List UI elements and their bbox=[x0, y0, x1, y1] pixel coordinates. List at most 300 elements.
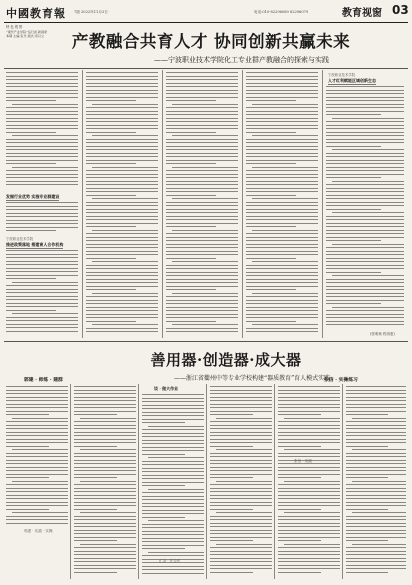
text-line bbox=[278, 547, 340, 548]
text-line bbox=[74, 439, 136, 440]
text-line bbox=[12, 512, 68, 513]
text-line bbox=[326, 300, 404, 301]
text-line bbox=[166, 90, 238, 91]
text-line bbox=[142, 471, 204, 472]
text-line bbox=[142, 534, 204, 535]
text-line bbox=[346, 565, 406, 566]
text-line bbox=[74, 523, 136, 524]
text-line bbox=[6, 390, 68, 391]
text-line bbox=[216, 449, 272, 450]
divider bbox=[274, 384, 275, 579]
text-line bbox=[210, 509, 253, 510]
text-line bbox=[6, 264, 78, 265]
text-line bbox=[326, 107, 404, 108]
text-line bbox=[326, 310, 404, 311]
text-line bbox=[346, 558, 406, 559]
text-line bbox=[246, 132, 296, 133]
text-line bbox=[166, 279, 238, 280]
text-line bbox=[278, 425, 340, 426]
text-line bbox=[142, 538, 204, 539]
text-line bbox=[142, 405, 204, 406]
text-line bbox=[246, 128, 318, 129]
text-line bbox=[210, 551, 272, 552]
text-line bbox=[246, 300, 318, 301]
text-line bbox=[92, 198, 158, 199]
text-line bbox=[86, 121, 158, 122]
text-line bbox=[142, 485, 185, 486]
text-line bbox=[278, 498, 340, 499]
text-line bbox=[210, 502, 272, 503]
text-line bbox=[86, 317, 158, 318]
text-line bbox=[246, 244, 318, 245]
text-line bbox=[6, 170, 78, 171]
text-line bbox=[86, 156, 158, 157]
text-line bbox=[210, 558, 272, 559]
text-line bbox=[86, 128, 158, 129]
text-line bbox=[326, 223, 404, 224]
text-line bbox=[278, 561, 340, 562]
text-line bbox=[346, 526, 406, 527]
text-line bbox=[166, 195, 216, 196]
text-line bbox=[74, 540, 117, 541]
text-line bbox=[246, 139, 318, 140]
masthead bbox=[4, 4, 408, 23]
text-line bbox=[210, 390, 272, 391]
text-line bbox=[86, 83, 158, 84]
text-line bbox=[332, 181, 404, 182]
text-line bbox=[86, 118, 158, 119]
text-line bbox=[6, 181, 78, 182]
text-line bbox=[332, 307, 404, 308]
article1-right-subhead: 人才红利赋能区域创新生态 bbox=[328, 78, 376, 83]
text-line bbox=[92, 135, 158, 136]
text-line bbox=[326, 272, 381, 273]
text-line bbox=[346, 397, 406, 398]
text-line bbox=[6, 114, 78, 115]
text-line bbox=[210, 428, 272, 429]
text-line bbox=[246, 188, 318, 189]
text-line bbox=[142, 499, 204, 500]
divider bbox=[70, 384, 71, 579]
text-line bbox=[326, 153, 404, 154]
text-line bbox=[142, 573, 204, 574]
text-line bbox=[210, 526, 272, 527]
text-line bbox=[6, 414, 49, 415]
text-line bbox=[86, 251, 158, 252]
text-line bbox=[74, 502, 136, 503]
text-line bbox=[326, 104, 404, 105]
text-line bbox=[6, 156, 78, 157]
article1-column-3 bbox=[166, 72, 238, 335]
text-line bbox=[346, 414, 388, 415]
text-line bbox=[6, 477, 49, 478]
text-line bbox=[252, 293, 318, 294]
text-line bbox=[284, 544, 340, 545]
text-line bbox=[166, 286, 238, 287]
text-line bbox=[166, 289, 216, 290]
text-line bbox=[346, 537, 406, 538]
text-line bbox=[6, 268, 78, 269]
text-line bbox=[86, 279, 158, 280]
text-line bbox=[346, 432, 406, 433]
text-line bbox=[6, 261, 78, 262]
paper-name: 中國教育報 bbox=[6, 7, 66, 20]
text-line bbox=[246, 163, 296, 164]
text-line bbox=[278, 558, 340, 559]
text-line bbox=[86, 282, 158, 283]
text-line bbox=[172, 293, 238, 294]
text-line bbox=[166, 107, 238, 108]
text-line bbox=[326, 233, 404, 234]
text-line bbox=[86, 107, 158, 108]
text-line bbox=[326, 188, 404, 189]
text-line bbox=[166, 226, 216, 227]
text-line bbox=[166, 139, 238, 140]
text-line bbox=[74, 411, 136, 412]
divider bbox=[138, 384, 139, 579]
text-line bbox=[86, 209, 158, 210]
text-line bbox=[278, 411, 340, 412]
text-line bbox=[326, 261, 404, 262]
text-line bbox=[246, 86, 318, 87]
text-line bbox=[278, 393, 340, 394]
text-line bbox=[278, 386, 340, 387]
text-line bbox=[216, 418, 272, 419]
text-line bbox=[6, 86, 78, 87]
text-line bbox=[6, 125, 78, 126]
text-line bbox=[332, 244, 404, 245]
text-line bbox=[142, 412, 204, 413]
text-line bbox=[86, 268, 158, 269]
text-line bbox=[246, 100, 296, 101]
text-line bbox=[332, 118, 404, 119]
text-line bbox=[210, 488, 272, 489]
text-line bbox=[166, 219, 238, 220]
text-line bbox=[6, 509, 49, 510]
text-line bbox=[210, 491, 272, 492]
text-line bbox=[278, 474, 340, 475]
text-line bbox=[166, 86, 238, 87]
text-line bbox=[142, 506, 204, 507]
text-line bbox=[246, 328, 318, 329]
text-line bbox=[142, 408, 204, 409]
text-line bbox=[284, 449, 340, 450]
text-line bbox=[326, 198, 404, 199]
text-line bbox=[210, 572, 253, 573]
text-line bbox=[6, 139, 78, 140]
text-line bbox=[6, 484, 68, 485]
text-line bbox=[6, 160, 78, 161]
text-line bbox=[6, 278, 56, 279]
text-line bbox=[6, 257, 78, 258]
text-line bbox=[166, 331, 238, 332]
text-line bbox=[86, 254, 158, 255]
text-line bbox=[74, 477, 117, 478]
text-line bbox=[210, 421, 272, 422]
article1-right-tag: 宁波职业技术学院 bbox=[328, 73, 356, 77]
text-line bbox=[278, 404, 340, 405]
article2-byline-mid: 谈 · 做大作业 bbox=[154, 386, 179, 391]
text-line bbox=[142, 464, 204, 465]
article1-headline: 产教融合共育人才 协同创新共赢未来 bbox=[71, 32, 351, 51]
text-line bbox=[278, 407, 340, 408]
text-line bbox=[252, 167, 318, 168]
text-line bbox=[86, 191, 158, 192]
text-line bbox=[6, 428, 68, 429]
text-line bbox=[326, 156, 404, 157]
divider bbox=[4, 341, 408, 342]
text-line bbox=[278, 565, 340, 566]
text-line bbox=[6, 495, 68, 496]
text-line bbox=[332, 149, 404, 150]
text-line bbox=[326, 90, 404, 91]
article2-column-2 bbox=[74, 386, 136, 575]
text-line bbox=[352, 481, 406, 482]
text-line bbox=[166, 149, 238, 150]
text-line bbox=[246, 107, 318, 108]
text-line bbox=[166, 83, 238, 84]
text-line bbox=[326, 286, 404, 287]
text-line bbox=[74, 558, 136, 559]
text-line bbox=[142, 531, 204, 532]
text-line bbox=[278, 502, 340, 503]
text-line bbox=[74, 533, 136, 534]
divider bbox=[342, 384, 343, 579]
text-line bbox=[326, 202, 404, 203]
text-line bbox=[6, 121, 78, 122]
text-line bbox=[86, 265, 158, 266]
text-line bbox=[142, 545, 204, 546]
text-line bbox=[86, 289, 136, 290]
text-line bbox=[6, 220, 78, 221]
editor-box bbox=[6, 25, 74, 41]
text-line bbox=[86, 272, 158, 273]
text-line bbox=[172, 324, 238, 325]
text-line bbox=[346, 421, 406, 422]
text-line bbox=[216, 544, 272, 545]
text-line bbox=[246, 93, 318, 94]
text-line bbox=[346, 505, 406, 506]
text-line bbox=[278, 442, 340, 443]
text-line bbox=[86, 188, 158, 189]
text-line bbox=[210, 432, 272, 433]
text-line bbox=[246, 216, 318, 217]
text-line bbox=[166, 233, 238, 234]
text-line bbox=[74, 393, 136, 394]
text-line bbox=[12, 313, 78, 314]
text-line bbox=[86, 286, 158, 287]
text-line bbox=[326, 86, 404, 87]
text-line bbox=[246, 191, 318, 192]
text-line bbox=[210, 547, 272, 548]
text-line bbox=[172, 198, 238, 199]
text-line bbox=[326, 317, 404, 318]
text-line bbox=[216, 512, 272, 513]
text-line bbox=[80, 544, 136, 545]
text-line bbox=[74, 488, 136, 489]
text-line bbox=[6, 76, 78, 77]
text-line bbox=[326, 93, 404, 94]
text-line bbox=[326, 321, 404, 322]
text-line bbox=[210, 484, 272, 485]
text-line bbox=[326, 247, 404, 248]
text-line bbox=[346, 523, 406, 524]
text-line bbox=[74, 565, 136, 566]
text-line bbox=[6, 432, 68, 433]
text-line bbox=[74, 435, 136, 436]
text-line bbox=[74, 568, 136, 569]
text-line bbox=[6, 502, 68, 503]
text-line bbox=[246, 111, 318, 112]
text-line bbox=[6, 149, 78, 150]
text-line bbox=[278, 467, 340, 468]
text-line bbox=[166, 212, 238, 213]
text-line bbox=[166, 328, 238, 329]
text-line bbox=[74, 467, 136, 468]
text-line bbox=[246, 240, 318, 241]
text-line bbox=[326, 205, 404, 206]
text-line bbox=[6, 488, 68, 489]
text-line bbox=[326, 177, 381, 178]
text-line bbox=[278, 428, 340, 429]
text-line bbox=[166, 146, 238, 147]
text-line bbox=[6, 327, 78, 328]
text-line bbox=[326, 279, 404, 280]
text-line bbox=[252, 104, 318, 105]
text-line bbox=[166, 282, 238, 283]
text-line bbox=[6, 184, 78, 185]
text-line bbox=[246, 209, 318, 210]
text-line bbox=[148, 426, 204, 427]
text-line bbox=[284, 512, 340, 513]
text-line bbox=[278, 491, 340, 492]
text-line bbox=[326, 142, 404, 143]
text-line bbox=[346, 572, 388, 573]
text-line bbox=[166, 100, 216, 101]
text-line bbox=[172, 167, 238, 168]
text-line bbox=[142, 566, 204, 567]
text-line bbox=[142, 475, 204, 476]
text-line bbox=[6, 153, 78, 154]
text-line bbox=[142, 510, 204, 511]
newspaper-page bbox=[4, 4, 408, 581]
text-line bbox=[278, 456, 340, 457]
text-line bbox=[352, 418, 406, 419]
text-line bbox=[246, 310, 318, 311]
text-line bbox=[326, 132, 404, 133]
text-line bbox=[6, 393, 68, 394]
text-line bbox=[6, 411, 68, 412]
text-line bbox=[346, 561, 406, 562]
text-line bbox=[6, 505, 68, 506]
text-line bbox=[166, 132, 216, 133]
article1-subhead-b-tag: 宁波职业技术学院 bbox=[6, 237, 34, 241]
text-line bbox=[278, 484, 340, 485]
article1-signature: (张明杨 程再惠) bbox=[370, 332, 395, 336]
text-line bbox=[74, 432, 136, 433]
text-line bbox=[74, 547, 136, 548]
text-line bbox=[12, 135, 78, 136]
text-line bbox=[142, 419, 204, 420]
text-line bbox=[6, 407, 68, 408]
text-line bbox=[86, 184, 158, 185]
text-line bbox=[142, 440, 204, 441]
text-line bbox=[246, 174, 318, 175]
text-line bbox=[346, 491, 406, 492]
text-line bbox=[346, 439, 406, 440]
text-line bbox=[148, 489, 204, 490]
text-line bbox=[246, 142, 318, 143]
text-line bbox=[210, 407, 272, 408]
text-line bbox=[166, 205, 238, 206]
text-line bbox=[92, 230, 158, 231]
text-line bbox=[172, 135, 238, 136]
text-line bbox=[86, 275, 158, 276]
text-line bbox=[246, 195, 296, 196]
text-line bbox=[86, 160, 158, 161]
text-line bbox=[6, 519, 68, 520]
text-line bbox=[86, 303, 158, 304]
text-line bbox=[246, 153, 318, 154]
text-line bbox=[6, 271, 78, 272]
text-line bbox=[86, 310, 158, 311]
text-line bbox=[278, 414, 321, 415]
article1-subhead-b: 推进政策落地 搭建育人合作机构 bbox=[6, 242, 64, 247]
divider bbox=[242, 70, 243, 338]
text-line bbox=[352, 512, 406, 513]
text-line bbox=[6, 97, 78, 98]
text-line bbox=[278, 526, 340, 527]
text-line bbox=[6, 435, 68, 436]
text-line bbox=[346, 470, 406, 471]
text-line bbox=[210, 519, 272, 520]
text-line bbox=[346, 540, 388, 541]
text-line bbox=[326, 240, 381, 241]
text-line bbox=[166, 216, 238, 217]
text-line bbox=[346, 411, 406, 412]
text-line bbox=[326, 226, 404, 227]
text-line bbox=[142, 398, 204, 399]
text-line bbox=[74, 491, 136, 492]
text-line bbox=[166, 125, 238, 126]
text-line bbox=[6, 163, 56, 164]
article2-column-6 bbox=[346, 386, 406, 575]
text-line bbox=[346, 484, 406, 485]
text-line bbox=[6, 320, 78, 321]
text-line bbox=[352, 449, 406, 450]
text-line bbox=[326, 184, 404, 185]
text-line bbox=[246, 275, 318, 276]
text-line bbox=[210, 414, 253, 415]
article2-column-4 bbox=[210, 386, 272, 575]
text-line bbox=[166, 202, 238, 203]
text-line bbox=[74, 474, 136, 475]
text-line bbox=[74, 414, 117, 415]
text-line bbox=[6, 397, 68, 398]
text-line bbox=[6, 93, 78, 94]
text-line bbox=[166, 79, 238, 80]
text-line bbox=[166, 121, 238, 122]
text-line bbox=[166, 254, 238, 255]
text-line bbox=[80, 449, 136, 450]
text-line bbox=[6, 491, 68, 492]
text-line bbox=[346, 477, 388, 478]
text-line bbox=[278, 554, 340, 555]
article2-subtitle: ——浙江省衢州中等专业学校构建“器质教育”育人模式实践 bbox=[174, 375, 331, 382]
text-line bbox=[326, 237, 404, 238]
text-line bbox=[246, 181, 318, 182]
text-line bbox=[278, 488, 340, 489]
